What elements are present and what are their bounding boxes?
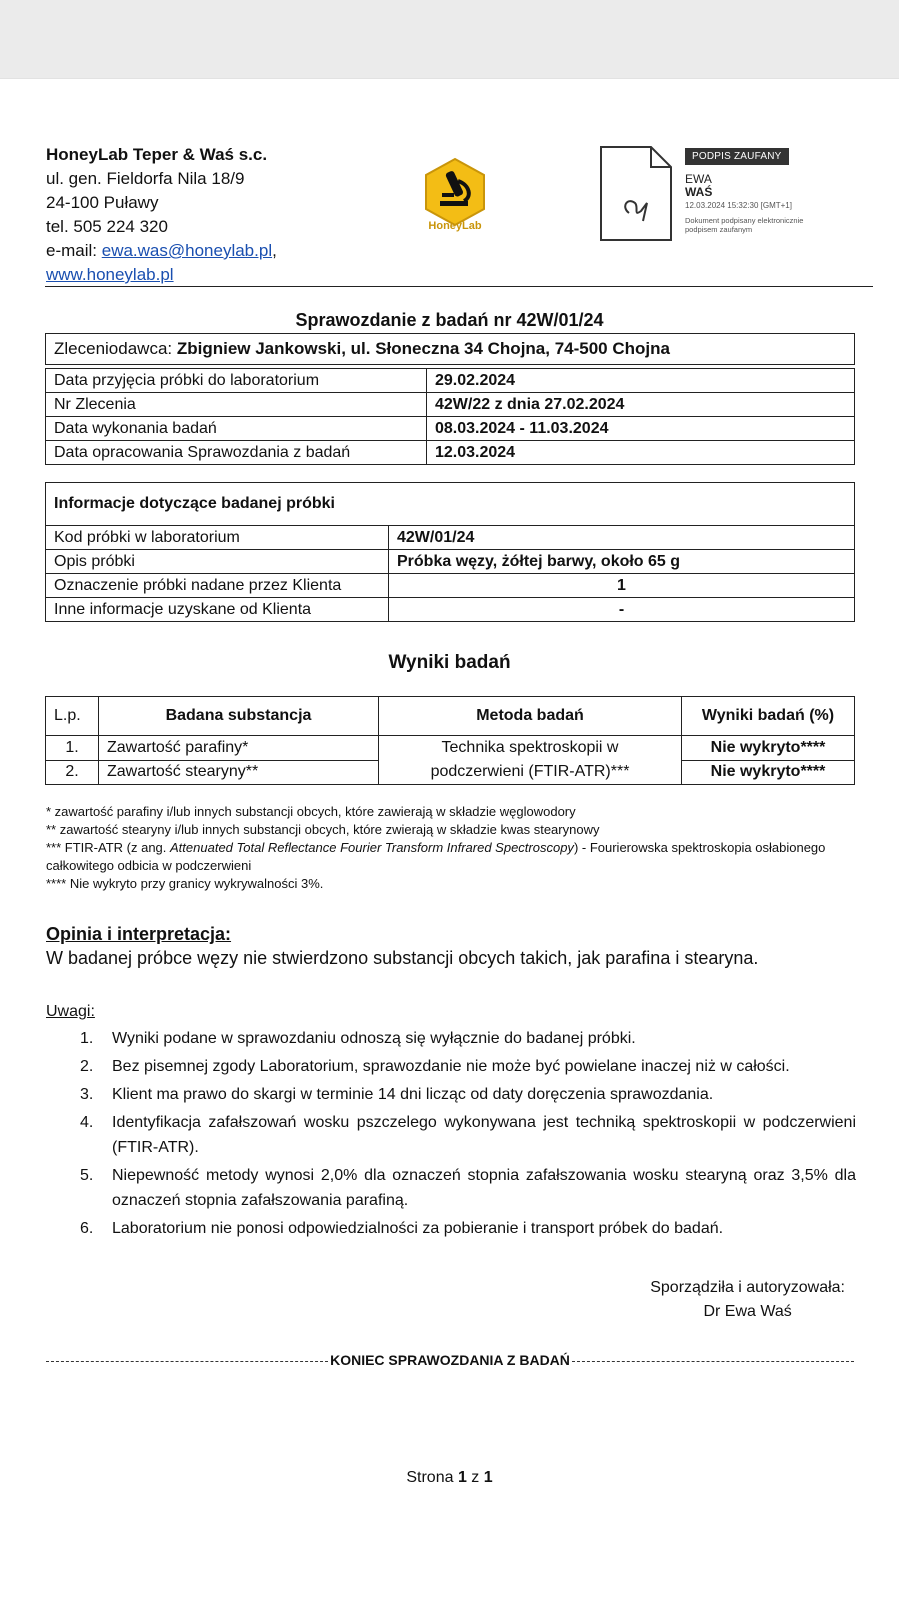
list-number: 5.: [80, 1167, 94, 1184]
list-item: [46, 1216, 856, 1241]
authorization-label: Sporządziła i autoryzowała:: [650, 1279, 845, 1296]
results-header-row: [46, 697, 855, 736]
sample-label: Oznaczenie próbki nadane przez Klienta: [46, 574, 389, 598]
sample-heading-row: [46, 483, 855, 526]
info-value: 08.03.2024 - 11.03.2024: [427, 417, 855, 441]
list-text: Identyfikacja zafałszowań wosku pszczelego wykonywana jest techniką spektroskopii w podczerwieni (FTIR-ATR).: [112, 1114, 856, 1156]
table-row: [46, 598, 855, 622]
info-value: 42W/22 z dnia 27.02.2024: [427, 393, 855, 417]
list-item: [46, 1163, 856, 1213]
table-row: [46, 526, 855, 550]
footnote-text: ) - Fourierowska spektroskopia osłabionego całkowitego odbicia w podczerwieni: [46, 840, 826, 873]
results-table: [45, 696, 855, 785]
company-city: 24-100 Puławy: [46, 193, 159, 212]
column-header: Metoda badań: [379, 697, 682, 736]
column-header: Badana substancja: [99, 697, 379, 736]
company-name: HoneyLab Teper & Waś s.c.: [46, 145, 268, 164]
footnote: [46, 839, 858, 875]
table-row: [46, 574, 855, 598]
info-label: Data wykonania badań: [46, 417, 427, 441]
info-value: 29.02.2024: [427, 369, 855, 393]
list-item: [46, 1054, 856, 1079]
company-email-line: [46, 239, 277, 263]
footnote-italic: Attenuated Total Reflectance Fourier Transform Infrared Spectroscopy: [170, 840, 574, 855]
dashed-divider: [46, 1361, 328, 1362]
list-text: Niepewność metody wynosi 2,0% dla oznaczeń stopnia zafałszowania wosku stearyną oraz 3,5% dla oznaczeń stopnia zafałszowania parafiną.: [112, 1167, 856, 1209]
viewer-top-bar: [0, 0, 899, 79]
result-cell: Nie wykryto****: [682, 736, 855, 761]
remarks-heading: Uwagi:: [46, 1003, 95, 1020]
sample-value: 42W/01/24: [389, 526, 855, 550]
page-number: [0, 1469, 899, 1487]
list-text: Wyniki podane w sprawozdaniu odnoszą się wyłącznie do badanej próbki.: [112, 1030, 636, 1047]
honeylab-logo: [418, 157, 492, 237]
signature-note: Dokument podpisany elektronicznie podpisem zaufanym: [685, 216, 804, 234]
row-number: 2.: [46, 760, 99, 785]
table-row: [46, 369, 855, 393]
sample-value: Próbka węzy, żółtej barwy, około 65 g: [389, 550, 855, 574]
sample-label: Opis próbki: [46, 550, 389, 574]
client-cell: [46, 334, 855, 365]
list-item: [46, 1026, 856, 1051]
list-number: 4.: [80, 1114, 94, 1131]
substance-cell: Zawartość stearyny**: [99, 760, 379, 785]
table-row: [46, 736, 855, 761]
end-of-report-text: KONIEC SPRAWOZDANIA Z BADAŃ: [330, 1352, 570, 1368]
remarks-list: [46, 1026, 856, 1244]
logo-text: HoneyLab: [428, 220, 482, 232]
signature-timestamp: 12.03.2024 15:32:30 [GMT+1]: [685, 201, 792, 210]
method-line: podczerwieni (FTIR-ATR)***: [430, 763, 630, 780]
table-row: [46, 393, 855, 417]
signer-last-name: WAŚ: [685, 185, 713, 199]
list-number: 1.: [80, 1030, 94, 1047]
results-heading: Wyniki badań: [388, 652, 511, 673]
email-suffix: ,: [272, 241, 277, 260]
document-icon: [599, 145, 679, 242]
signer-first-name: EWA: [685, 172, 712, 186]
footnote: * zawartość parafiny i/lub innych substancji obcych, które zawierają w składzie węglowodory: [46, 804, 576, 819]
report-info-table: [45, 333, 855, 465]
end-of-report-line: [46, 1350, 854, 1370]
page-middle: z: [466, 1469, 484, 1486]
table-row: [46, 417, 855, 441]
footnote: **** Nie wykryto przy granicy wykrywalności 3%.: [46, 876, 324, 891]
table-row: [46, 441, 855, 465]
info-label: Nr Zlecenia: [46, 393, 427, 417]
website-link[interactable]: www.honeylab.pl: [46, 265, 174, 284]
authorization-block: [650, 1276, 845, 1324]
info-value: 12.03.2024: [427, 441, 855, 465]
sample-value: 1: [389, 574, 855, 598]
list-text: Klient ma prawo do skargi w terminie 14 dni licząc od daty doręczenia sprawozdania.: [112, 1086, 714, 1103]
footnotes: [46, 803, 858, 893]
website-line: [46, 263, 277, 287]
list-item: [46, 1082, 856, 1107]
method-cell: [379, 736, 682, 785]
substance-cell: Zawartość parafiny*: [99, 736, 379, 761]
list-text: Laboratorium nie ponosi odpowiedzialności za pobieranie i transport próbek do badań.: [112, 1220, 724, 1237]
page-total: 1: [483, 1469, 493, 1486]
signed-document-icon: [599, 145, 679, 242]
list-item: [46, 1110, 856, 1160]
column-header: Wyniki badań (%): [682, 697, 855, 736]
row-number: 1.: [46, 736, 99, 761]
sample-value: -: [389, 598, 855, 622]
page-current: 1: [457, 1469, 467, 1486]
authorizer-name: Dr Ewa Waś: [703, 1303, 792, 1320]
list-number: 6.: [80, 1220, 94, 1237]
page-prefix: Strona: [406, 1469, 458, 1486]
client-label: Zleceniodawca:: [54, 339, 177, 358]
email-label: e-mail:: [46, 241, 102, 260]
trusted-signature-badge: PODPIS ZAUFANY: [685, 148, 789, 165]
header-divider: [45, 286, 873, 287]
info-label: Data opracowania Sprawozdania z badań: [46, 441, 427, 465]
client-row: [46, 334, 855, 365]
report-title: Sprawozdanie z badań nr 42W/01/24: [295, 310, 604, 330]
company-info: [46, 143, 277, 287]
result-cell: Nie wykryto****: [682, 760, 855, 785]
info-label: Data przyjęcia próbki do laboratorium: [46, 369, 427, 393]
sample-heading: Informacje dotyczące badanej próbki: [46, 483, 855, 526]
client-value: Zbigniew Jankowski, ul. Słoneczna 34 Chojna, 74-500 Chojna: [176, 339, 670, 358]
opinion-heading: Opinia i interpretacja:: [46, 924, 232, 944]
list-number: 3.: [80, 1086, 94, 1103]
sample-label: Kod próbki w laboratorium: [46, 526, 389, 550]
sample-info-table: [45, 482, 855, 622]
table-row: [46, 550, 855, 574]
column-header: L.p.: [46, 697, 99, 736]
sample-label: Inne informacje uzyskane od Klienta: [46, 598, 389, 622]
dashed-divider: [572, 1361, 854, 1362]
list-text: Bez pisemnej zgody Laboratorium, sprawozdanie nie może być powielane inaczej niż w całości.: [112, 1058, 790, 1075]
footnote: ** zawartość stearyny i/lub innych substancji obcych, które zwierają w składzie kwas stearynowy: [46, 822, 600, 837]
company-street: ul. gen. Fieldorfa Nila 18/9: [46, 169, 245, 188]
list-number: 2.: [80, 1058, 94, 1075]
company-phone: tel. 505 224 320: [46, 217, 168, 236]
email-link[interactable]: ewa.was@honeylab.pl: [101, 241, 273, 260]
footnote-text: *** FTIR-ATR (z ang.: [46, 840, 171, 855]
opinion-text: W badanej próbce węzy nie stwierdzono substancji obcych takich, jak parafina i stearyna.: [46, 948, 759, 968]
method-line: Technika spektroskopii w: [441, 739, 619, 756]
